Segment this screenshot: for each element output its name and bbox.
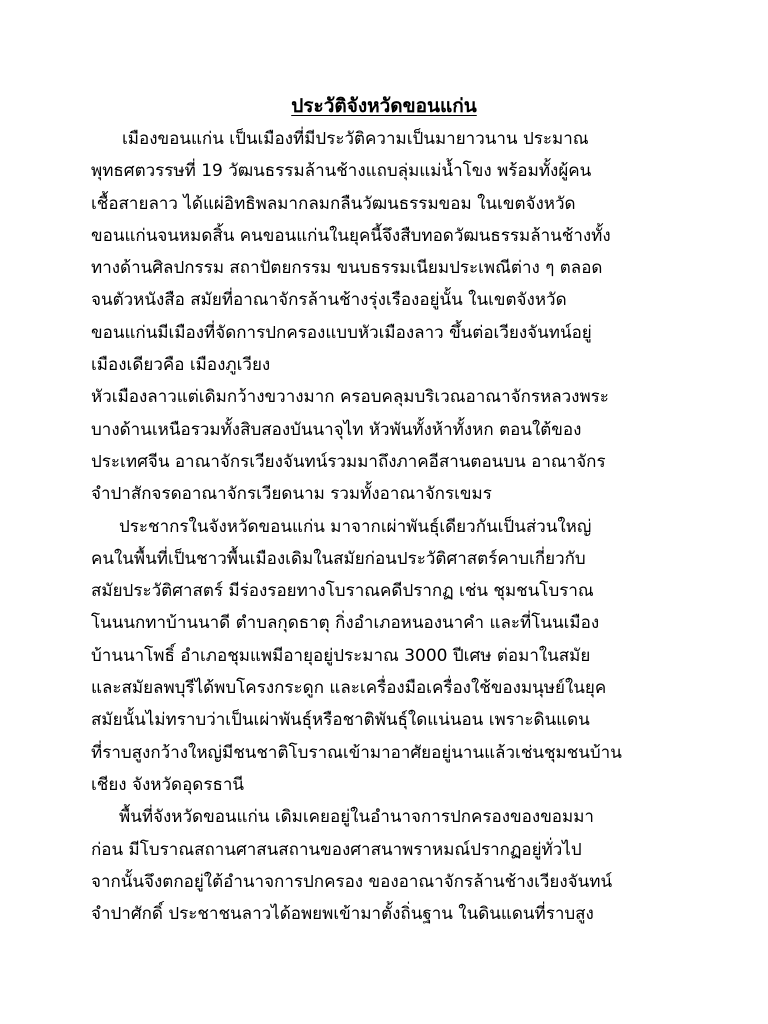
paragraph-line: เชื้อสายลาว ได้แผ่อิทธิพลมากลมกลืนวัฒนธรรมขอม ในเขตจังหวัด <box>91 193 576 214</box>
paragraph-line: และสมัยลพบุรีได้พบโครงกระดูก และเครื่องมือเครื่องใช้ของมนุษย์ในยุค <box>91 678 607 699</box>
paragraph-line: จากนั้นจึงตกอยู่ใต้อำนาจการปกครอง ของอาณาจักรล้านช้างเวียงจันทน์ <box>91 871 613 892</box>
paragraph-line: จนตัวหนังสือ สมัยที่อาณาจักรล้านช้างรุ่งเรืองอยู่นั้น ในเขตจังหวัด <box>91 290 567 311</box>
paragraph-line: เชียง จังหวัดอุดรธานี <box>91 774 244 795</box>
paragraph-line: สมัยประวัติศาสตร์ มีร่องรอยทางโบราณคดีปรากฏ เช่น ชุมชนโบราณ <box>91 581 594 602</box>
paragraph-line: บ้านนาโพธิ์ อำเภอชุมแพมีอายุอยู่ประมาณ 3000 ปีเศษ ต่อมาในสมัย <box>91 645 591 666</box>
paragraph-line: ขอนแก่นมีเมืองที่จัดการปกครองแบบหัวเมืองลาว ขึ้นต่อเวียงจันทน์อยู่ <box>91 322 592 343</box>
paragraph-line: คนในพื้นที่เป็นชาวพื้นเมืองเดิมในสมัยก่อนประวัติศาสตร์คาบเกี่ยวกับ <box>91 548 586 569</box>
paragraph-line: โนนนกทาบ้านนาดี ตำบลกุดธาตุ กิ่งอำเภอหนองนาคำ และที่โนนเมือง <box>91 613 600 634</box>
paragraph-line: ขอนแก่นจนหมดสิ้น คนขอนแก่นในยุคนี้จึงสืบทอดวัฒนธรรมล้านช้างทั้ง <box>91 225 611 246</box>
paragraph-line: พุทธศตวรรษที่ 19 วัฒนธรรมล้านช้างแถบลุ่มแม่น้ำโขง พร้อมทั้งผู้คน <box>91 161 592 182</box>
paragraph-line: เมืองเดียวคือ เมืองภูเวียง <box>91 355 271 376</box>
paragraph-line: ทางด้านศิลปกรรม สถาปัตยกรรม ขนบธรรมเนียมประเพณีต่าง ๆ ตลอด <box>91 258 603 279</box>
paragraph-line: หัวเมืองลาวแต่เดิมกว้างขวางมาก ครอบคลุมบริเวณอาณาจักรหลวงพระ <box>91 387 609 408</box>
paragraph-line: จำปาศักดิ์ ประชาชนลาวได้อพยพเข้ามาตั้งถิ่นฐาน ในดินแดนที่ราบสูง <box>91 904 594 925</box>
document-body <box>91 123 691 930</box>
paragraph-line: สมัยนั้นไม่ทราบว่าเป็นเผ่าพันธุ์หรือชาติพันธุ์ใดแน่นอน เพราะดินแดน <box>91 710 590 731</box>
paragraph-line: จำปาสักจรดอาณาจักรเวียดนาม รวมทั้งอาณาจักรเขมร <box>91 484 492 505</box>
paragraph-line: ประชากรในจังหวัดขอนแก่น มาจากเผ่าพันธุ์เดียวกันเป็นส่วนใหญ่ <box>119 516 592 537</box>
document-title: ประวัติจังหวัดขอนแก่น <box>291 95 477 117</box>
paragraph-line: บางด้านเหนือรวมทั้งสิบสองบันนาจุไท หัวพันทั้งห้าทั้งหก ตอนใต้ของ <box>91 419 582 440</box>
paragraph-line: พื้นที่จังหวัดขอนแก่น เดิมเคยอยู่ในอำนาจการปกครองของขอมมา <box>119 807 594 828</box>
paragraph-line: ประเทศจีน อาณาจักรเวียงจันทน์รวมมาถึงภาคอีสานตอนบน อาณาจักร <box>91 451 606 472</box>
paragraph-line: ก่อน มีโบราณสถานศาสนสถานของศาสนาพราหมณ์ปรากฏอยู่ทั่วไป <box>91 839 582 860</box>
paragraph-line: ที่ราบสูงกว้างใหญ่มีชนชาติโบราณเข้ามาอาศัยอยู่นานแล้วเช่นชุมชนบ้าน <box>91 742 622 763</box>
paragraph-line: เมืองขอนแก่น เป็นเมืองที่มีประวัติความเป็นมายาวนาน ประมาณ <box>122 129 589 149</box>
